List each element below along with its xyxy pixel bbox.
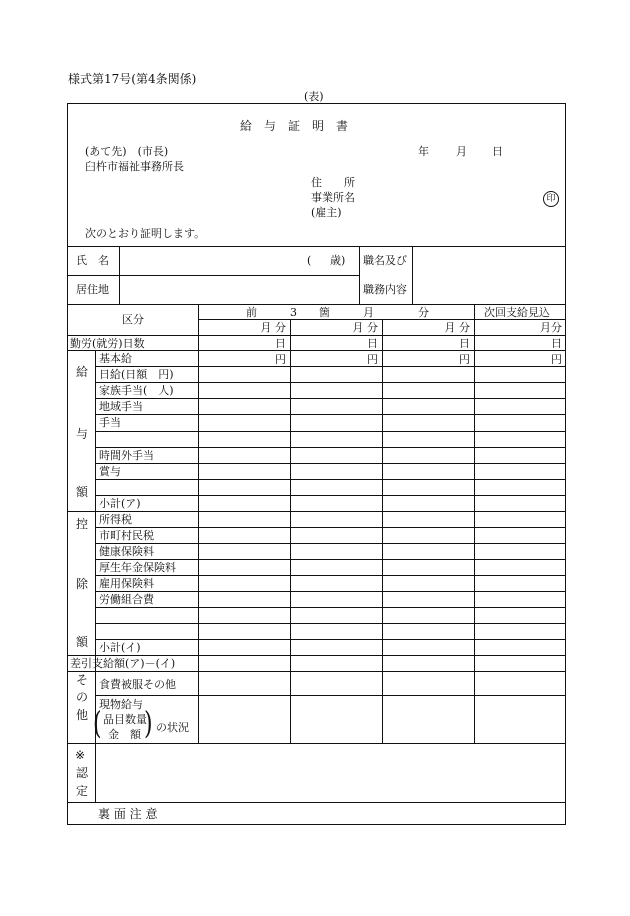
vline-col-4: [474, 304, 475, 743]
deduction-item-row-rule: [95, 607, 566, 608]
name-label: 氏 名: [76, 254, 109, 267]
inkind-status-label: の状況: [156, 721, 189, 734]
employer-office-label: 事業所名: [311, 191, 355, 204]
yen-unit: 円: [275, 353, 286, 366]
date-year: 年: [418, 145, 429, 158]
pay-item-row-rule: [95, 366, 566, 367]
inkind-amount-label: 金 額: [108, 728, 141, 741]
pay-item-row-rule: [95, 431, 566, 432]
pay-item-row-rule: [95, 447, 566, 448]
rule-approval-bottom: [67, 802, 566, 803]
rule-net-bottom: [67, 671, 566, 672]
rule-category-bottom: [67, 335, 566, 336]
date-month: 月: [456, 145, 467, 158]
pay-item-row-rule: [95, 463, 566, 464]
pay-item-row-rule: [95, 414, 566, 415]
certify-text: 次のとおり証明します。: [85, 227, 206, 240]
deduction-item-row-rule: [95, 639, 566, 640]
pay-item-row-rule: [95, 495, 566, 496]
approval-mark: ※: [75, 748, 86, 762]
day-unit: 日: [459, 337, 470, 350]
addressee-line-1: (あて先) (市長): [85, 145, 169, 158]
position-label-2: 職務内容: [363, 283, 407, 296]
net-pay-label: 差引支給額(ア)－(イ): [70, 657, 176, 670]
date-day: 日: [492, 145, 503, 158]
rule-workdays-bottom: [67, 350, 566, 351]
deduction-item-label: 健康保険料: [99, 545, 154, 558]
deduction-item-label: 雇用保険料: [99, 577, 154, 590]
pay-item-label: 手当: [99, 416, 121, 430]
employer-address-label: 住 所: [311, 176, 355, 189]
pay-item-row-rule: [95, 398, 566, 399]
employer-role-label: (雇主): [311, 206, 342, 219]
open-bracket-icon: (: [93, 706, 102, 742]
pay-item-label: 地域手当: [99, 400, 143, 414]
day-unit: 日: [551, 337, 562, 350]
next-pay-label: 次回支給見込: [484, 306, 550, 319]
deduction-item-label: 市町村民税: [99, 529, 154, 542]
prev-months-label: 前 3 箇 月 分: [246, 306, 429, 319]
address-label: 居住地: [76, 283, 109, 296]
deduction-item-label: 厚生年金保険料: [99, 561, 176, 574]
pay-item-label: 時間外手当: [99, 448, 154, 462]
rule-top-person: [67, 246, 566, 247]
back-note: 裏 面 注 意: [98, 807, 158, 821]
pay-group-char: 額: [76, 485, 89, 499]
workdays-label: 勤労(就労)日数: [70, 337, 145, 350]
other-group-char: 他: [76, 708, 89, 722]
yen-unit: 円: [551, 353, 562, 366]
close-bracket-icon: ): [144, 706, 153, 742]
category-label: 区分: [122, 313, 144, 326]
pay-item-label: 日給(日額 円): [99, 368, 174, 382]
pay-item-row-rule: [95, 479, 566, 480]
pay-item-label: 賞与: [99, 464, 121, 478]
pay-item-label: 小計(ア): [99, 496, 141, 510]
other-group-char: の: [76, 690, 89, 704]
form-number: 様式第17号(第4条関係): [68, 72, 197, 86]
deduction-group-char: 除: [76, 577, 89, 591]
month-col-2: 月 分: [352, 321, 378, 334]
age-open: (: [307, 254, 312, 267]
other-group-char: そ: [76, 673, 89, 687]
rule-pay-bottom: [67, 511, 566, 512]
pay-item-label: 家族手当( 人): [99, 384, 174, 398]
approval-char: 定: [76, 784, 89, 798]
deduction-group-char: 額: [76, 635, 89, 649]
deduction-group-char: 控: [76, 517, 89, 531]
vline-person-mid: [359, 246, 360, 304]
other-inkind-label: 現物給与: [99, 698, 143, 711]
pay-item-label: 基本給: [99, 352, 132, 365]
vline-position-label: [412, 246, 413, 304]
deduction-item-row-rule: [95, 559, 566, 560]
deduction-item-row-rule: [95, 591, 566, 592]
month-col-3: 月 分: [444, 321, 470, 334]
rule-person-mid: [67, 275, 359, 276]
form-side-label: (表): [304, 90, 324, 103]
rule-food-bottom: [95, 695, 566, 696]
day-unit: 日: [367, 337, 378, 350]
other-food-label: 食費被服その他: [99, 678, 176, 691]
yen-unit: 円: [367, 353, 378, 366]
day-unit: 日: [275, 337, 286, 350]
month-col-1: 月 分: [260, 321, 286, 334]
position-label-1: 職名及び: [363, 254, 407, 267]
deduction-item-label: 小計(イ): [99, 641, 141, 654]
deduction-item-row-rule: [95, 543, 566, 544]
deduction-item-row-rule: [95, 623, 566, 624]
seal-mark: 印: [543, 191, 559, 207]
rule-other-bottom: [67, 743, 566, 744]
deduction-item-row-rule: [95, 527, 566, 528]
deduction-item-label: 労働組合費: [99, 593, 154, 606]
rule-person-bottom: [67, 304, 566, 305]
vline-col-1: [198, 304, 199, 743]
pay-group-char: 与: [76, 427, 89, 441]
vline-approval: [95, 743, 96, 802]
inkind-qty-label: 品目数量: [103, 713, 147, 726]
age-unit: 歳): [330, 254, 346, 267]
addressee-line-2: 臼杵市福祉事務所長: [85, 160, 184, 173]
vline-person-label: [119, 246, 120, 304]
yen-unit: 円: [459, 353, 470, 366]
deduction-item-label: 所得税: [99, 513, 132, 526]
approval-char: 認: [76, 766, 89, 780]
rule-deduction-bottom: [67, 655, 566, 656]
pay-group-char: 給: [76, 365, 89, 379]
month-col-4: 月分: [540, 321, 562, 334]
deduction-item-row-rule: [95, 575, 566, 576]
form-title: 給 与 証 明 書: [240, 119, 349, 133]
